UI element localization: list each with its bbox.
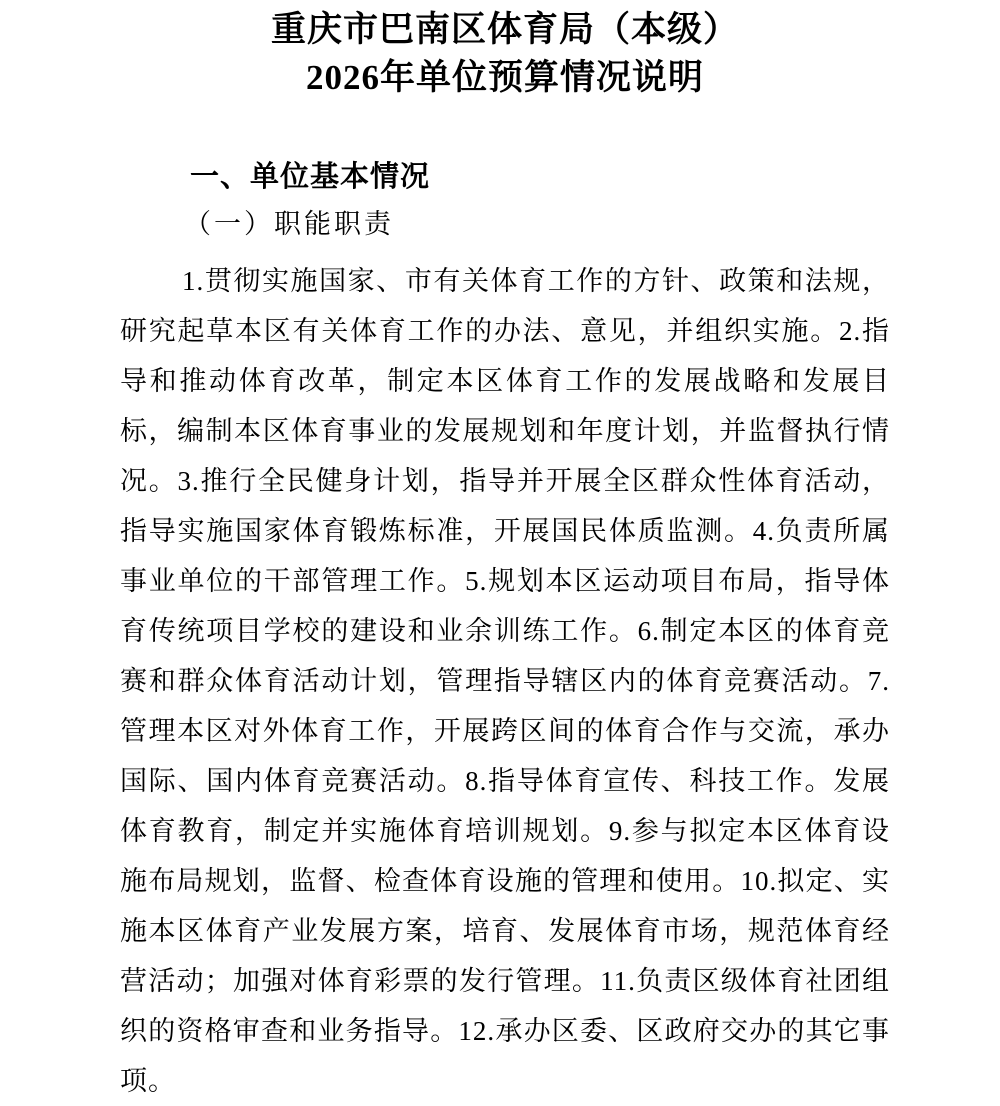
- title-line-1: 重庆市巴南区体育局（本级）: [270, 10, 739, 49]
- title-line-2: 2026年单位预算情况说明: [305, 58, 704, 97]
- document-title: [120, 6, 890, 102]
- body-paragraph: 1.贯彻实施国家、市有关体育工作的方针、政策和法规，研究起草本区有关体育工作的办法、意见，并组织实施。2.指导和推动体育改革，制定本区体育工作的发展战略和发展目标，编制本区体育事业的发展规划和年度计划，并监督执行情况。3.推行全民健身计划，指导并开展全区群众性体育活动，指导实施国家体育锻炼标准，开展国民体质监测。4.负责所属事业单位的干部管理工作。5.规划本区运动项目布局，指导体育传统项目学校的建设和业余训练工作。6.制定本区的体育竞赛和群众体育活动计划，管理指导辖区内的体育竞赛活动。7.管理本区对外体育工作，开展跨区间的体育合作与交流，承办国际、国内体育竞赛活动。8.指导体育宣传、科技工作。发展体育教育，制定并实施体育培训规划。9.参与拟定本区体育设施布局规划，监督、检查体育设施的管理和使用。10.拟定、实施本区体育产业发展方案，培育、发展体育市场，规范体育经营活动；加强对体育彩票的发行管理。11.负责区级体育社团组织的资格审查和业务指导。12.承办区委、区政府交办的其它事项。: [120, 266, 890, 1096]
- section-heading: 一、单位基本情况: [190, 161, 431, 193]
- subsection-heading: （一）职能职责: [184, 209, 394, 239]
